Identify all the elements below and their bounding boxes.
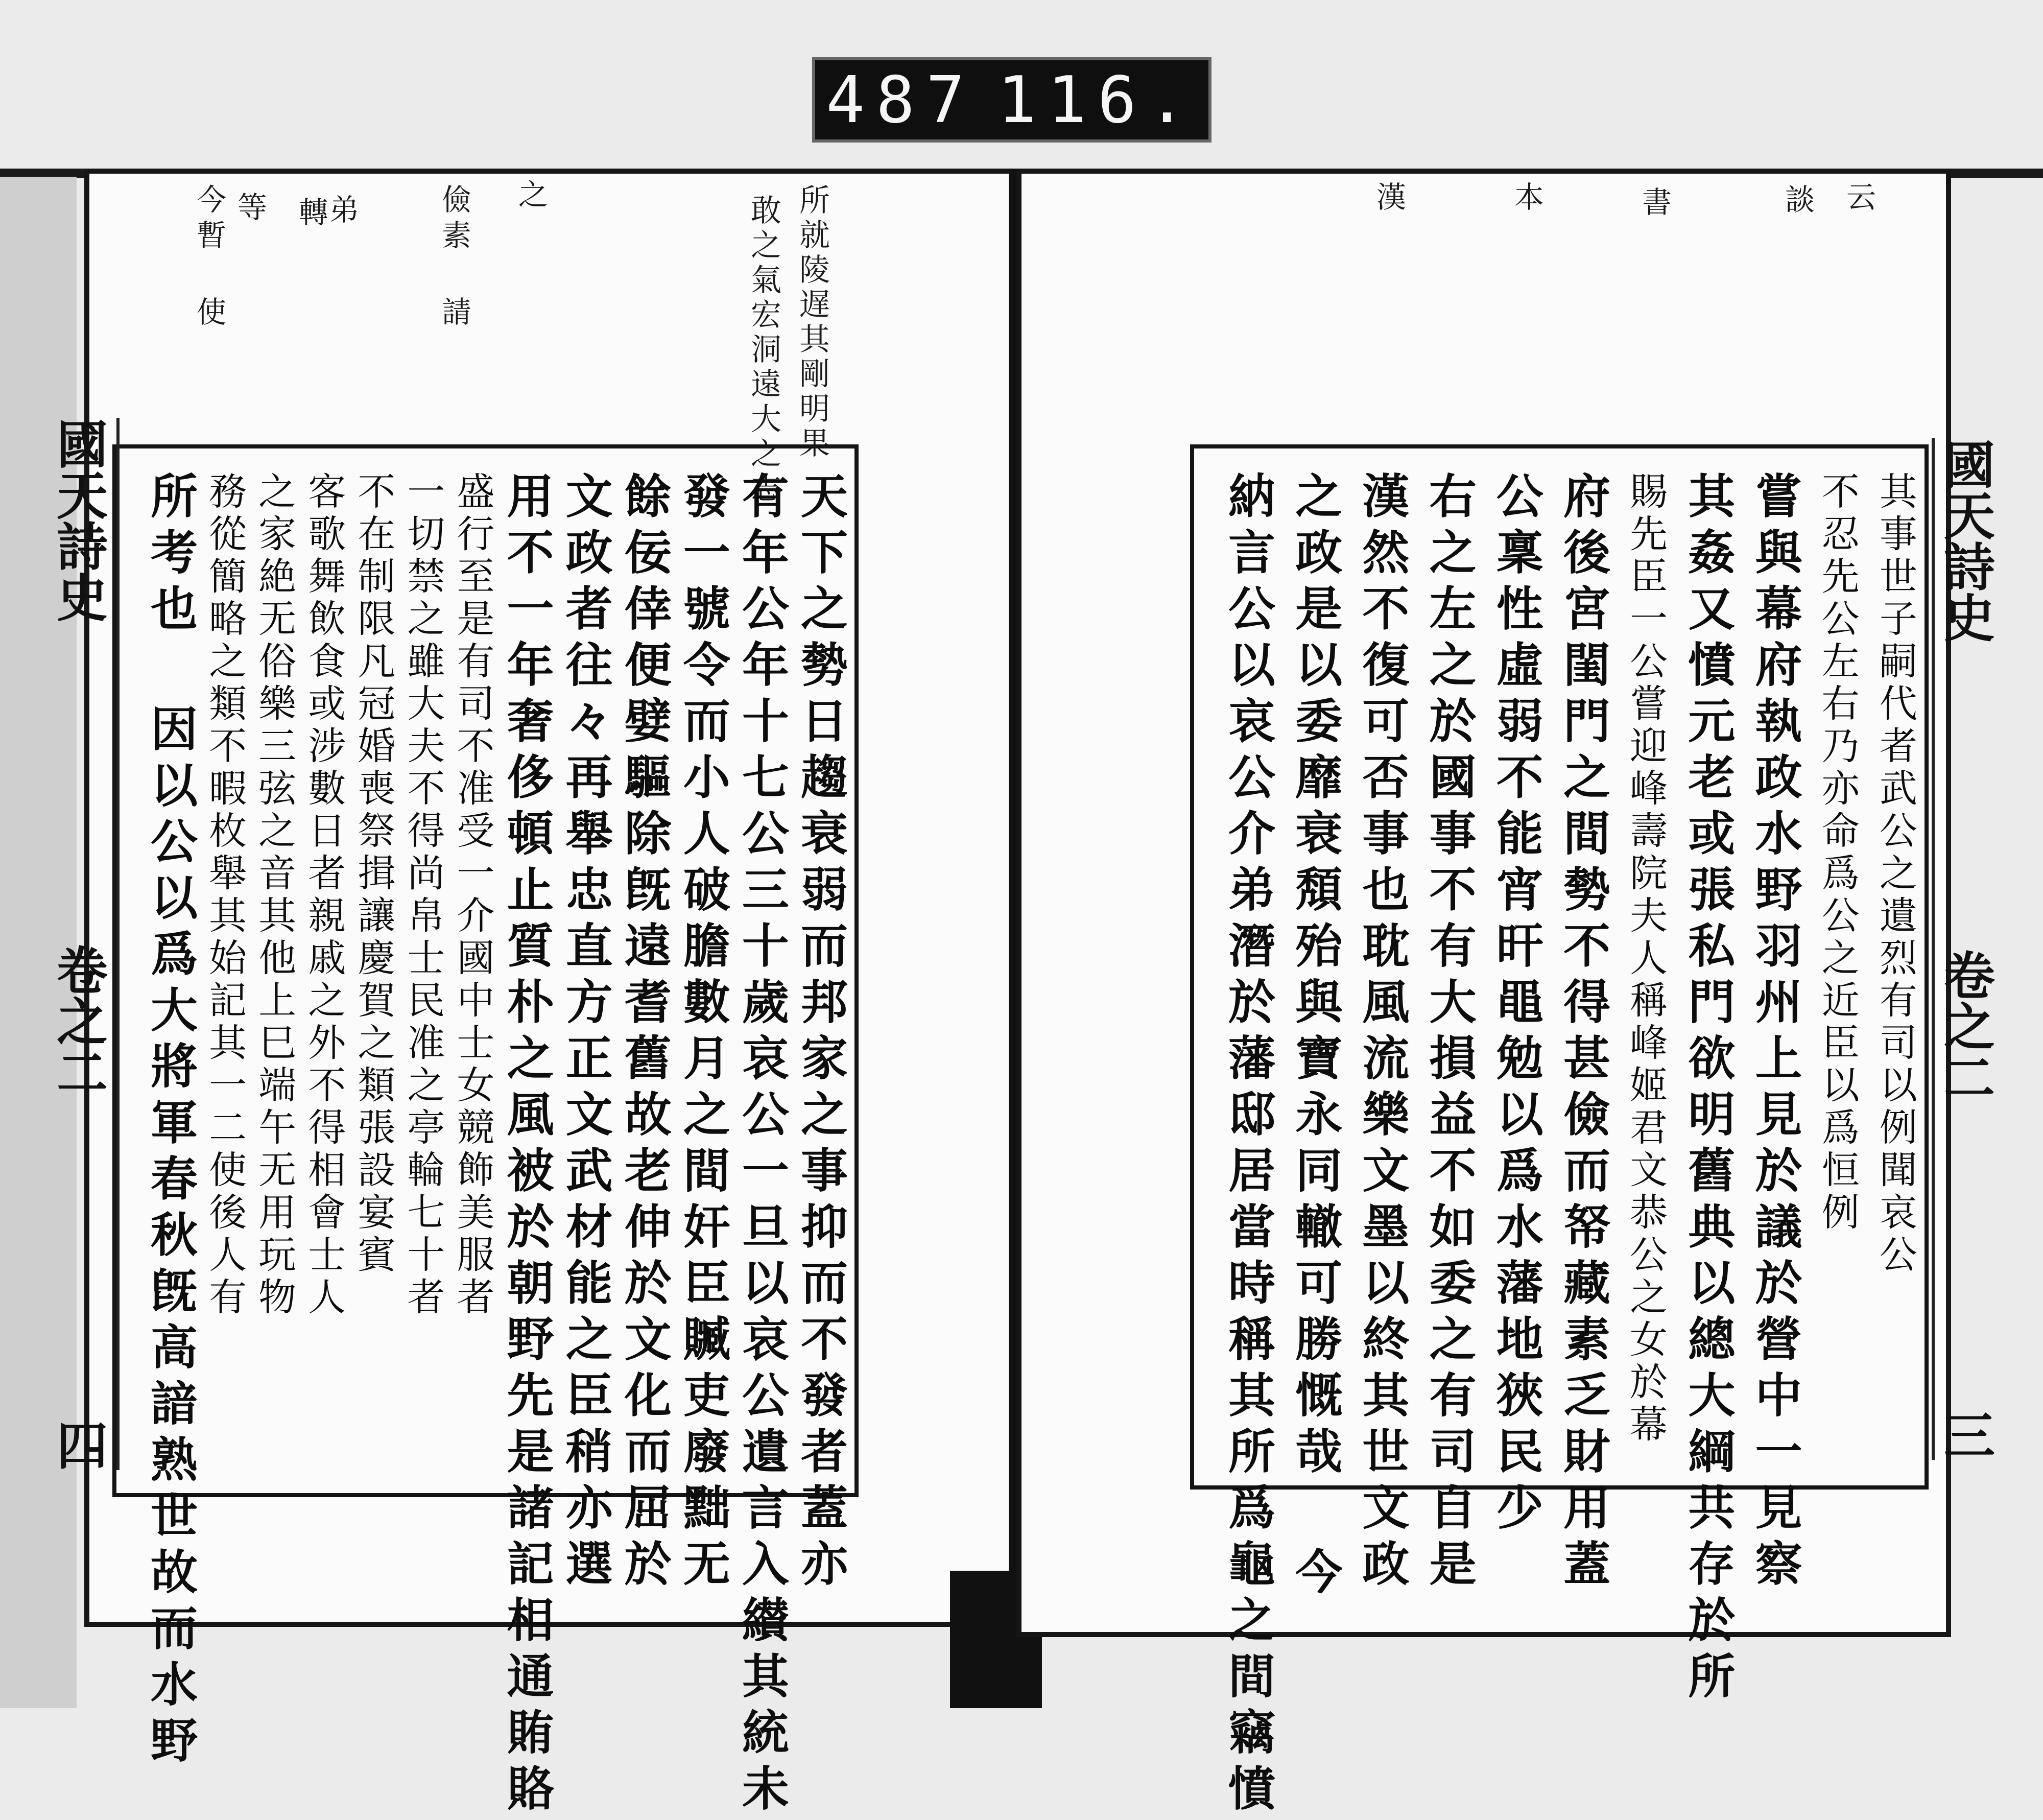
text-column: 天下之勢日趨衰弱而邦家之事抑而不發者蓋亦 (793, 471, 848, 1595)
left-note-8: 今暫 使 (192, 184, 226, 332)
text-column: 用不一年奢侈頓止質朴之風被於朝野先是諸記相通賄賂 (499, 471, 555, 1820)
right-volume: 卷之二 (1935, 949, 1996, 1102)
right-book-title: 國天詩史 (1935, 438, 1996, 643)
left-note-2: 敢之氣宏洞遠大之志 (746, 194, 781, 507)
left-book-title: 國天詩史 (48, 418, 108, 622)
right-note-4: 本 (1509, 181, 1544, 217)
left-note-7: 等 (232, 192, 267, 227)
text-column: 嘗與幕府執政水野羽州上見於議於營中一見察 (1747, 471, 1803, 1595)
right-note-5: 漢 (1371, 181, 1406, 217)
right-text-block (1190, 438, 1996, 1820)
left-text-block (48, 418, 859, 1820)
text-column: 客歌舞飲食或涉數日者親戚之外不得相會士人 (302, 471, 346, 1319)
text-column: 公稟性虛弱不能宵旰黽勉以爲水藩地狹民少 (1488, 471, 1544, 1539)
right-note-2: 談 (1780, 184, 1815, 220)
left-note-1: 所就陵遅其剛明果 (794, 184, 830, 462)
text-column: 不忍先公左右乃亦命爲公之近臣以爲恒例 (1815, 471, 1860, 1235)
text-column: 餘佞倖便嬖驅除旣遠耆舊故老伸於文化而屈於 (616, 471, 672, 1595)
text-column: 務從簡略之類不暇枚舉其始記其一二使後人有 (203, 471, 247, 1319)
accession-label (812, 57, 1211, 143)
right-folio: 三 (1935, 1409, 1996, 1460)
left-folio: 四 (48, 1419, 108, 1470)
text-column: 賜先臣一公嘗迎峰壽院夫人稱峰姬君文恭公之女於幕 (1624, 471, 1668, 1447)
text-column: 之政是以委靡衰頽殆與寶永同轍可勝慨哉 今 (1288, 471, 1343, 1603)
text-column: 一切禁之雖大夫不得尚帛士民准之亭輪七十者 (401, 471, 445, 1319)
text-column: 之家絶无俗樂三弦之音其他上巳端午无用玩物 (252, 471, 297, 1319)
text-column: 文政者往々再舉忠直方正文武材能之臣稍亦選 (558, 471, 613, 1595)
text-column: 納言公以哀公介弟潛於藩邸居當時稱其所爲龜之間竊憤 (1221, 471, 1276, 1820)
left-note-3: 之 (513, 179, 548, 215)
text-column: 其姦又憤元老或張私門欲明舊典以總大綱共存於所 (1680, 471, 1736, 1708)
accession-subnumber: 116. (997, 62, 1198, 137)
text-column: 不在制限凡冠婚喪祭揖讓慶賀之類張設宴賓 (351, 471, 396, 1277)
text-column: 發一號令而小人破膽數月之間奸臣贓吏廢黜无 (675, 471, 731, 1595)
left-volume: 卷之二 (48, 944, 108, 1097)
right-note-3: 書 (1637, 186, 1672, 222)
accession-number: 487 (826, 62, 976, 137)
right-columns (1221, 471, 1917, 1820)
left-title-strip (40, 418, 120, 1470)
text-column: 盛行至是有司不准受一介國中士女競飾美服者 (450, 471, 495, 1319)
text-column: 有年公年十七公三十歲哀公一旦以哀公遺言入纉其統未 (734, 471, 790, 1820)
right-title-strip (1932, 438, 1996, 1460)
left-columns (143, 471, 848, 1820)
left-note-4: 儉素 請 (437, 184, 471, 332)
text-column: 府後宮閨門之間勢不得甚儉而帑藏素乏財用蓋 (1555, 471, 1611, 1595)
left-note-6: 轉 (294, 197, 328, 232)
text-column: 所考也 因以公以爲大將軍春秋旣高諳熟世故而水野 (143, 471, 198, 1772)
text-column: 右之左之於國事不有大損益不如委之有司自是 (1421, 471, 1477, 1595)
text-column: 其事世子嗣代者武公之遺烈有司以例聞哀公 (1873, 471, 1917, 1277)
left-note-5: 弟 (324, 194, 359, 230)
text-column: 漢然不復可否事也耽風流樂文墨以終其世文政 (1355, 471, 1410, 1595)
right-note-1: 云 (1841, 181, 1876, 217)
